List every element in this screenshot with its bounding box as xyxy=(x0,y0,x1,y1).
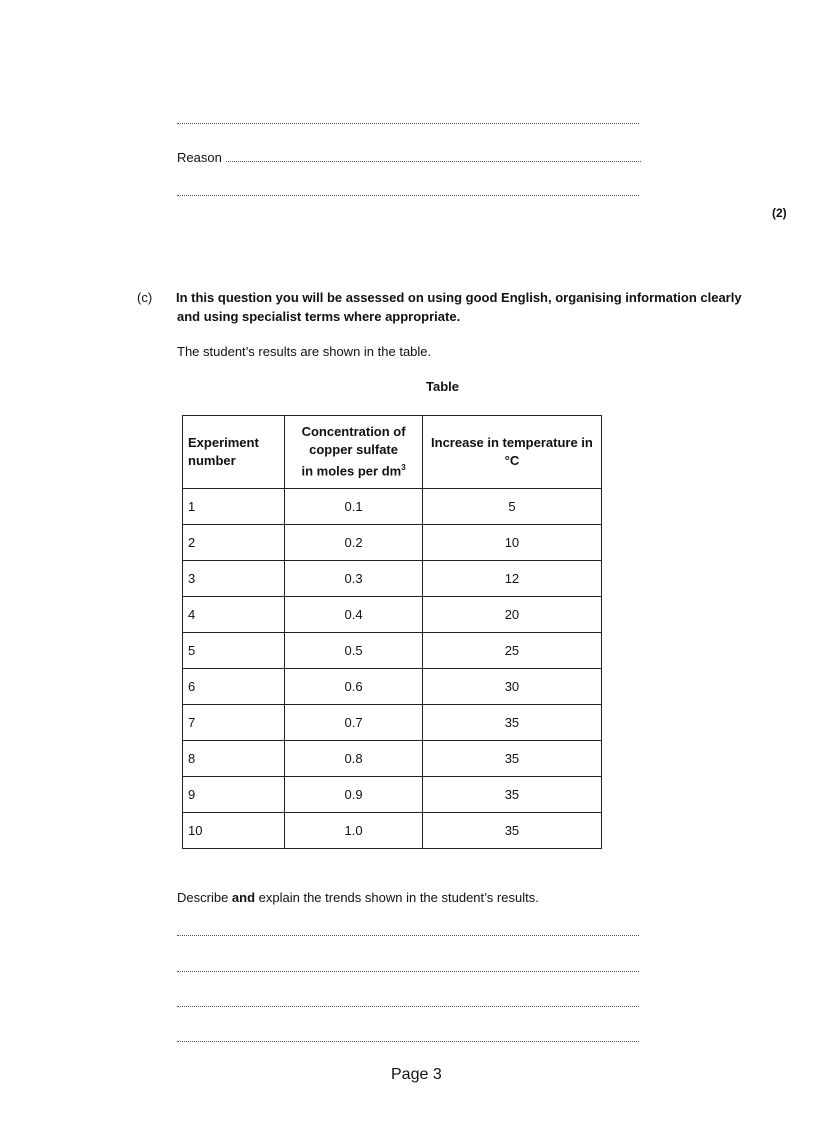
cell-concentration: 0.8 xyxy=(285,741,423,777)
cell-experiment: 9 xyxy=(183,777,285,813)
marks-label: (2) xyxy=(772,206,787,220)
part-label: (c) xyxy=(137,290,153,305)
cell-increase: 35 xyxy=(422,741,601,777)
header-experiment-line1: Experiment xyxy=(188,435,259,450)
table-row xyxy=(183,633,602,669)
header-concentration-unit: in moles per dm xyxy=(301,463,402,479)
table-row xyxy=(183,813,602,849)
instruction-line-2: and using specialist terms where appropriate. xyxy=(177,309,461,324)
cell-increase: 30 xyxy=(422,669,601,705)
cell-concentration: 0.4 xyxy=(285,597,423,633)
answer-line[interactable] xyxy=(177,971,639,972)
reason-answer-line[interactable] xyxy=(177,150,641,165)
cell-experiment: 3 xyxy=(183,561,285,597)
header-concentration-line1: Concentration of xyxy=(301,424,406,440)
table-body xyxy=(183,489,602,849)
answer-line[interactable] xyxy=(177,1041,639,1042)
header-temperature-line2: °C xyxy=(504,453,520,468)
cell-concentration: 0.7 xyxy=(285,705,423,741)
cell-experiment: 2 xyxy=(183,525,285,561)
cell-increase: 35 xyxy=(422,705,601,741)
cell-increase: 10 xyxy=(422,525,601,561)
header-concentration xyxy=(285,416,423,489)
cell-experiment: 7 xyxy=(183,705,285,741)
cell-concentration: 1.0 xyxy=(285,813,423,849)
cell-concentration: 0.5 xyxy=(285,633,423,669)
cell-concentration: 0.3 xyxy=(285,561,423,597)
cell-increase: 12 xyxy=(422,561,601,597)
page-number: Page 3 xyxy=(391,1066,442,1083)
answer-line[interactable] xyxy=(177,195,639,196)
header-concentration-superscript: 3 xyxy=(401,463,406,473)
table-row xyxy=(183,777,602,813)
table-header-row xyxy=(183,416,602,489)
cell-concentration: 0.2 xyxy=(285,525,423,561)
cell-increase: 35 xyxy=(422,813,601,849)
header-experiment-line2: number xyxy=(188,453,236,468)
header-concentration-line2: copper sulfate xyxy=(309,442,398,458)
table-caption: Table xyxy=(426,379,459,394)
cell-concentration: 0.9 xyxy=(285,777,423,813)
question-suffix: explain the trends shown in the student’s results. xyxy=(255,890,539,905)
cell-concentration: 0.6 xyxy=(285,669,423,705)
reason-label: Reason xyxy=(177,150,222,165)
table-row xyxy=(183,669,602,705)
table-row xyxy=(183,597,602,633)
cell-increase: 20 xyxy=(422,597,601,633)
reason-dotted-fill xyxy=(226,151,641,162)
table-row xyxy=(183,705,602,741)
cell-experiment: 5 xyxy=(183,633,285,669)
results-table xyxy=(182,415,602,849)
answer-line[interactable] xyxy=(177,1006,639,1007)
header-temperature-line1: Increase in temperature in xyxy=(431,435,593,450)
header-temperature xyxy=(422,416,601,489)
cell-experiment: 6 xyxy=(183,669,285,705)
cell-experiment: 8 xyxy=(183,741,285,777)
cell-increase: 25 xyxy=(422,633,601,669)
header-concentration-line3 xyxy=(285,459,422,480)
table-row xyxy=(183,489,602,525)
question-prefix: Describe xyxy=(177,890,232,905)
cell-experiment: 1 xyxy=(183,489,285,525)
cell-increase: 5 xyxy=(422,489,601,525)
cell-concentration: 0.1 xyxy=(285,489,423,525)
question-emphasis: and xyxy=(231,890,256,905)
answer-line[interactable] xyxy=(177,123,639,124)
answer-line[interactable] xyxy=(177,935,639,936)
header-experiment xyxy=(183,416,285,489)
table-row xyxy=(183,561,602,597)
instruction-line-1: In this question you will be assessed on using good English, organising information clearly xyxy=(176,290,742,305)
cell-increase: 35 xyxy=(422,777,601,813)
table-row xyxy=(183,741,602,777)
question-text xyxy=(177,890,539,905)
cell-experiment: 10 xyxy=(183,813,285,849)
intro-text: The student’s results are shown in the table. xyxy=(177,344,432,359)
cell-experiment: 4 xyxy=(183,597,285,633)
table-row xyxy=(183,525,602,561)
